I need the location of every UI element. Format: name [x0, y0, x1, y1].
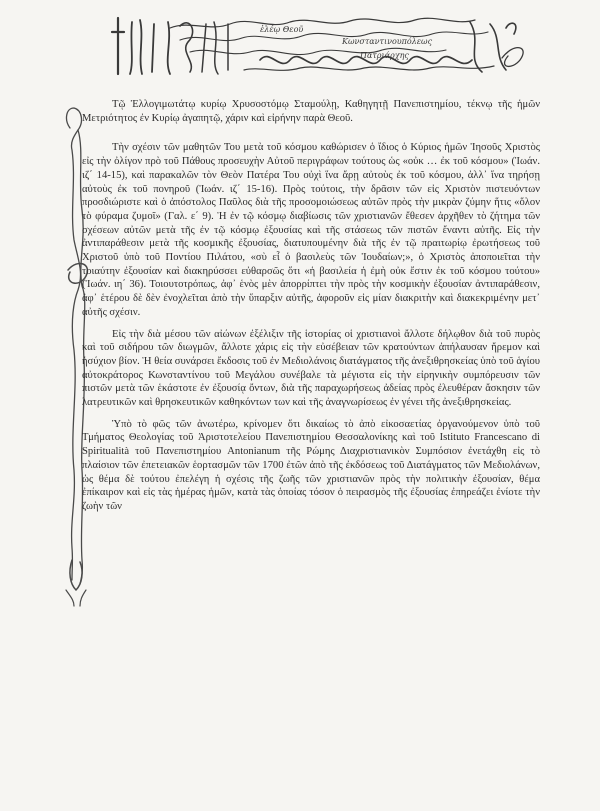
calligraphic-seal-drawing — [110, 12, 530, 80]
body-paragraph: Ὑπὸ τὸ φῶς τῶν ἀνωτέρω, κρίνομεν ὅτι δικαίως τὸ ἀπὸ εἰκοσαετίας ὀργανούμενον ὑπὸ τοῦ Τμήματος Θεολογίας τοῦ Ἀριστοτελείου Πανεπιστημίου Θεσσαλονίκης καὶ τοῦ Istituto Francescano di Spiritualità τοῦ Πανεπιστημίου Antonianum τῆς Ρώμης Διαχριστιανικὸν Συμπόσιον ἐνετάχθη εἰς τὸ πλαίσιον τῶν ἐπετειακῶν ἑορτασμῶν τῶν 1700 ἐτῶν ἀπὸ τῆς ἐκδόσεως τοῦ Διατάγματος τῶν Μεδιολάνων, ὡς θέμα δὲ τούτου ἐπελέγη ἡ σχέσις τῆς ζωῆς τῶν χριστιανῶν πρὸς τὴν πολιτικὴν ἐξουσίαν, θέμα ἐπίκαιρον καὶ εἰς τὰς ἡμέρας ἡμῶν, κατὰ τὰς ὁποίας τόσον ὁ πειρασμὸς τῆς ἐξουσίας ἐπηρεάζει ἐνίοτε τὴν ζωὴν τῶν — [82, 418, 540, 512]
letter-salutation: Τῷ Ἐλλογιμωτάτῳ κυρίῳ Χρυσοστόμῳ Σταμούλῃ, Καθηγητῇ Πανεπιστημίου, τέκνῳ τῆς ἡμῶν Μετριότητος ἐν Κυρίῳ ἀγαπητῷ, χάριν καὶ εἰρήνην παρὰ Θεοῦ. — [82, 99, 540, 124]
svg-text:Πατριάρχης: Πατριάρχης — [360, 51, 409, 60]
svg-text:Κωνσταντινουπόλεως: Κωνσταντινουπόλεως — [342, 37, 433, 46]
letter-body — [82, 98, 540, 522]
patriarchal-signature-seal — [110, 12, 530, 80]
body-paragraph: Εἰς τὴν διὰ μέσου τῶν αἰώνων ἐξέλιξιν τῆς ἱστορίας οἱ χριστιανοὶ ἄλλοτε δήλῳθον διὰ τοῦ πυρὸς καὶ τοῦ σιδήρου τῶν διωγμῶν, ἄλλοτε χάρις εἰς τὴν εὐσέβειαν τῶν κρατούντων ἀπήλαυσαν ἤρεμον καὶ ἡσύχιον βίον. Ἡ θεία συνάρσει ἔκδοσις τοῦ ἐν Μεδιολάνοις διατάγματος τῆς ἀνεξιθρησκείας ὑπὸ τοῦ ἁγίου αὐτοκράτορος Κωνσταντίνου τοῦ Μεγάλου συνέβαλε τὰ μέγιστα εἰς τὴν εἰρηνικὴν συμπόρευσιν τῶν πιστῶν μετὰ τῶν ἑκάστοτε ἐν ἐξουσίᾳ ὄντων, διὰ τῆς παραχωρήσεως ἀδείας πρὸς ἐλευθέραν ἄσκησιν τῶν λατρευτικῶν καὶ θρησκευτικῶν καθηκόντων των καὶ τῆς ἀναγνωρίσεως ἐν γένει τῆς ἀνεξιθρησκείας. — [82, 328, 540, 409]
body-paragraph: Τὴν σχέσιν τῶν μαθητῶν Του μετὰ τοῦ κόσμου καθώρισεν ὁ ἴδιος ὁ Κύριος ἡμῶν Ἰησοῦς Χριστὸς εἰς τὴν ὀλίγον πρὸ τοῦ Πάθους προσευχὴν Αὐτοῦ περιγράφων τούτους ὡς «οὐκ … ἐκ τοῦ κόσμου» (Ἰωάν. ιζ΄ 14-15), καὶ παρακαλῶν τὸν Θεὸν Πατέρα Του οὐχὶ ἵνα ἄρῃ αὐτοὺς ἐκ τοῦ κόσμου, ἀλλ᾽ ἵνα τηρήσῃ αὐτοὺς ἐκ τοῦ πονηροῦ (Ἰωάν. ιζ΄ 15-16). Πρὸς τούτοις, τὴν δρᾶσιν τῶν εἰς Χριστὸν πιστευόντων προσδιώριστε καὶ ὁ ἀπόστολος Παῦλος διὰ τῆς προσομοιώσεως αὐτῶν πρὸς τὴν μικρὰν ζύμην ἥτις «ὅλον τὸ φύραμα ζυμοῖ» (Γαλ. ε΄ 9). Ἡ ἐν τῷ κόσμῳ διαβίωσις τῶν χριστιανῶν ἔθεσεν ἀρχῆθεν τὸ ζήτημα τῶν σχέσεων αὐτῶν μετὰ τῆς ἐν τῷ κόσμῳ ἐξουσίας καὶ τῆς στάσεως τῶν πιστῶν ἔναντι αὐτῆς. Εἰς τὴν ἀντιπαράθεσιν μετὰ τῆς κοσμικῆς ἐξουσίας, διατυπουμένην διὰ τῆς ἐν τῷ πραιτωρίῳ ἐρωτήσεως τοῦ Χριστοῦ ὑπὸ τοῦ Ποντίου Πιλάτου, «σὺ εἶ ὁ βασιλεὺς τῶν Ἰουδαίων;», ὁ Χριστὸς ἀποποιεῖται τὴν τοιαύτην ἐξουσίαν καὶ διακηρύσσει εὐθαρσῶς ὅτι «ἡ βασιλεία ἡ ἐμὴ οὐκ ἔστιν ἐκ τοῦ κόσμου τούτου» (Ἰωάν. ιη΄ 36). Τοιουτοτρόπως, ἀφ᾽ ἑνὸς μὲν ἀπορρίπτει τὴν πρὸς τὴν κοσμικὴν ἐξουσίαν ἀντιπαράθεσιν, ἀφ᾽ ἑτέρου δὲ δὲν ἐνοχλεῖται ἀπὸ τὴν ὕπαρξιν αὐτῆς, ἀφοροῦν εἰς μίαν διακριτὴν καὶ διακεκριμένην μετ᾽ αὐτῆς σχέσιν. — [82, 142, 540, 318]
svg-text:ἐλέῳ Θεοῦ: ἐλέῳ Θεοῦ — [260, 25, 304, 34]
